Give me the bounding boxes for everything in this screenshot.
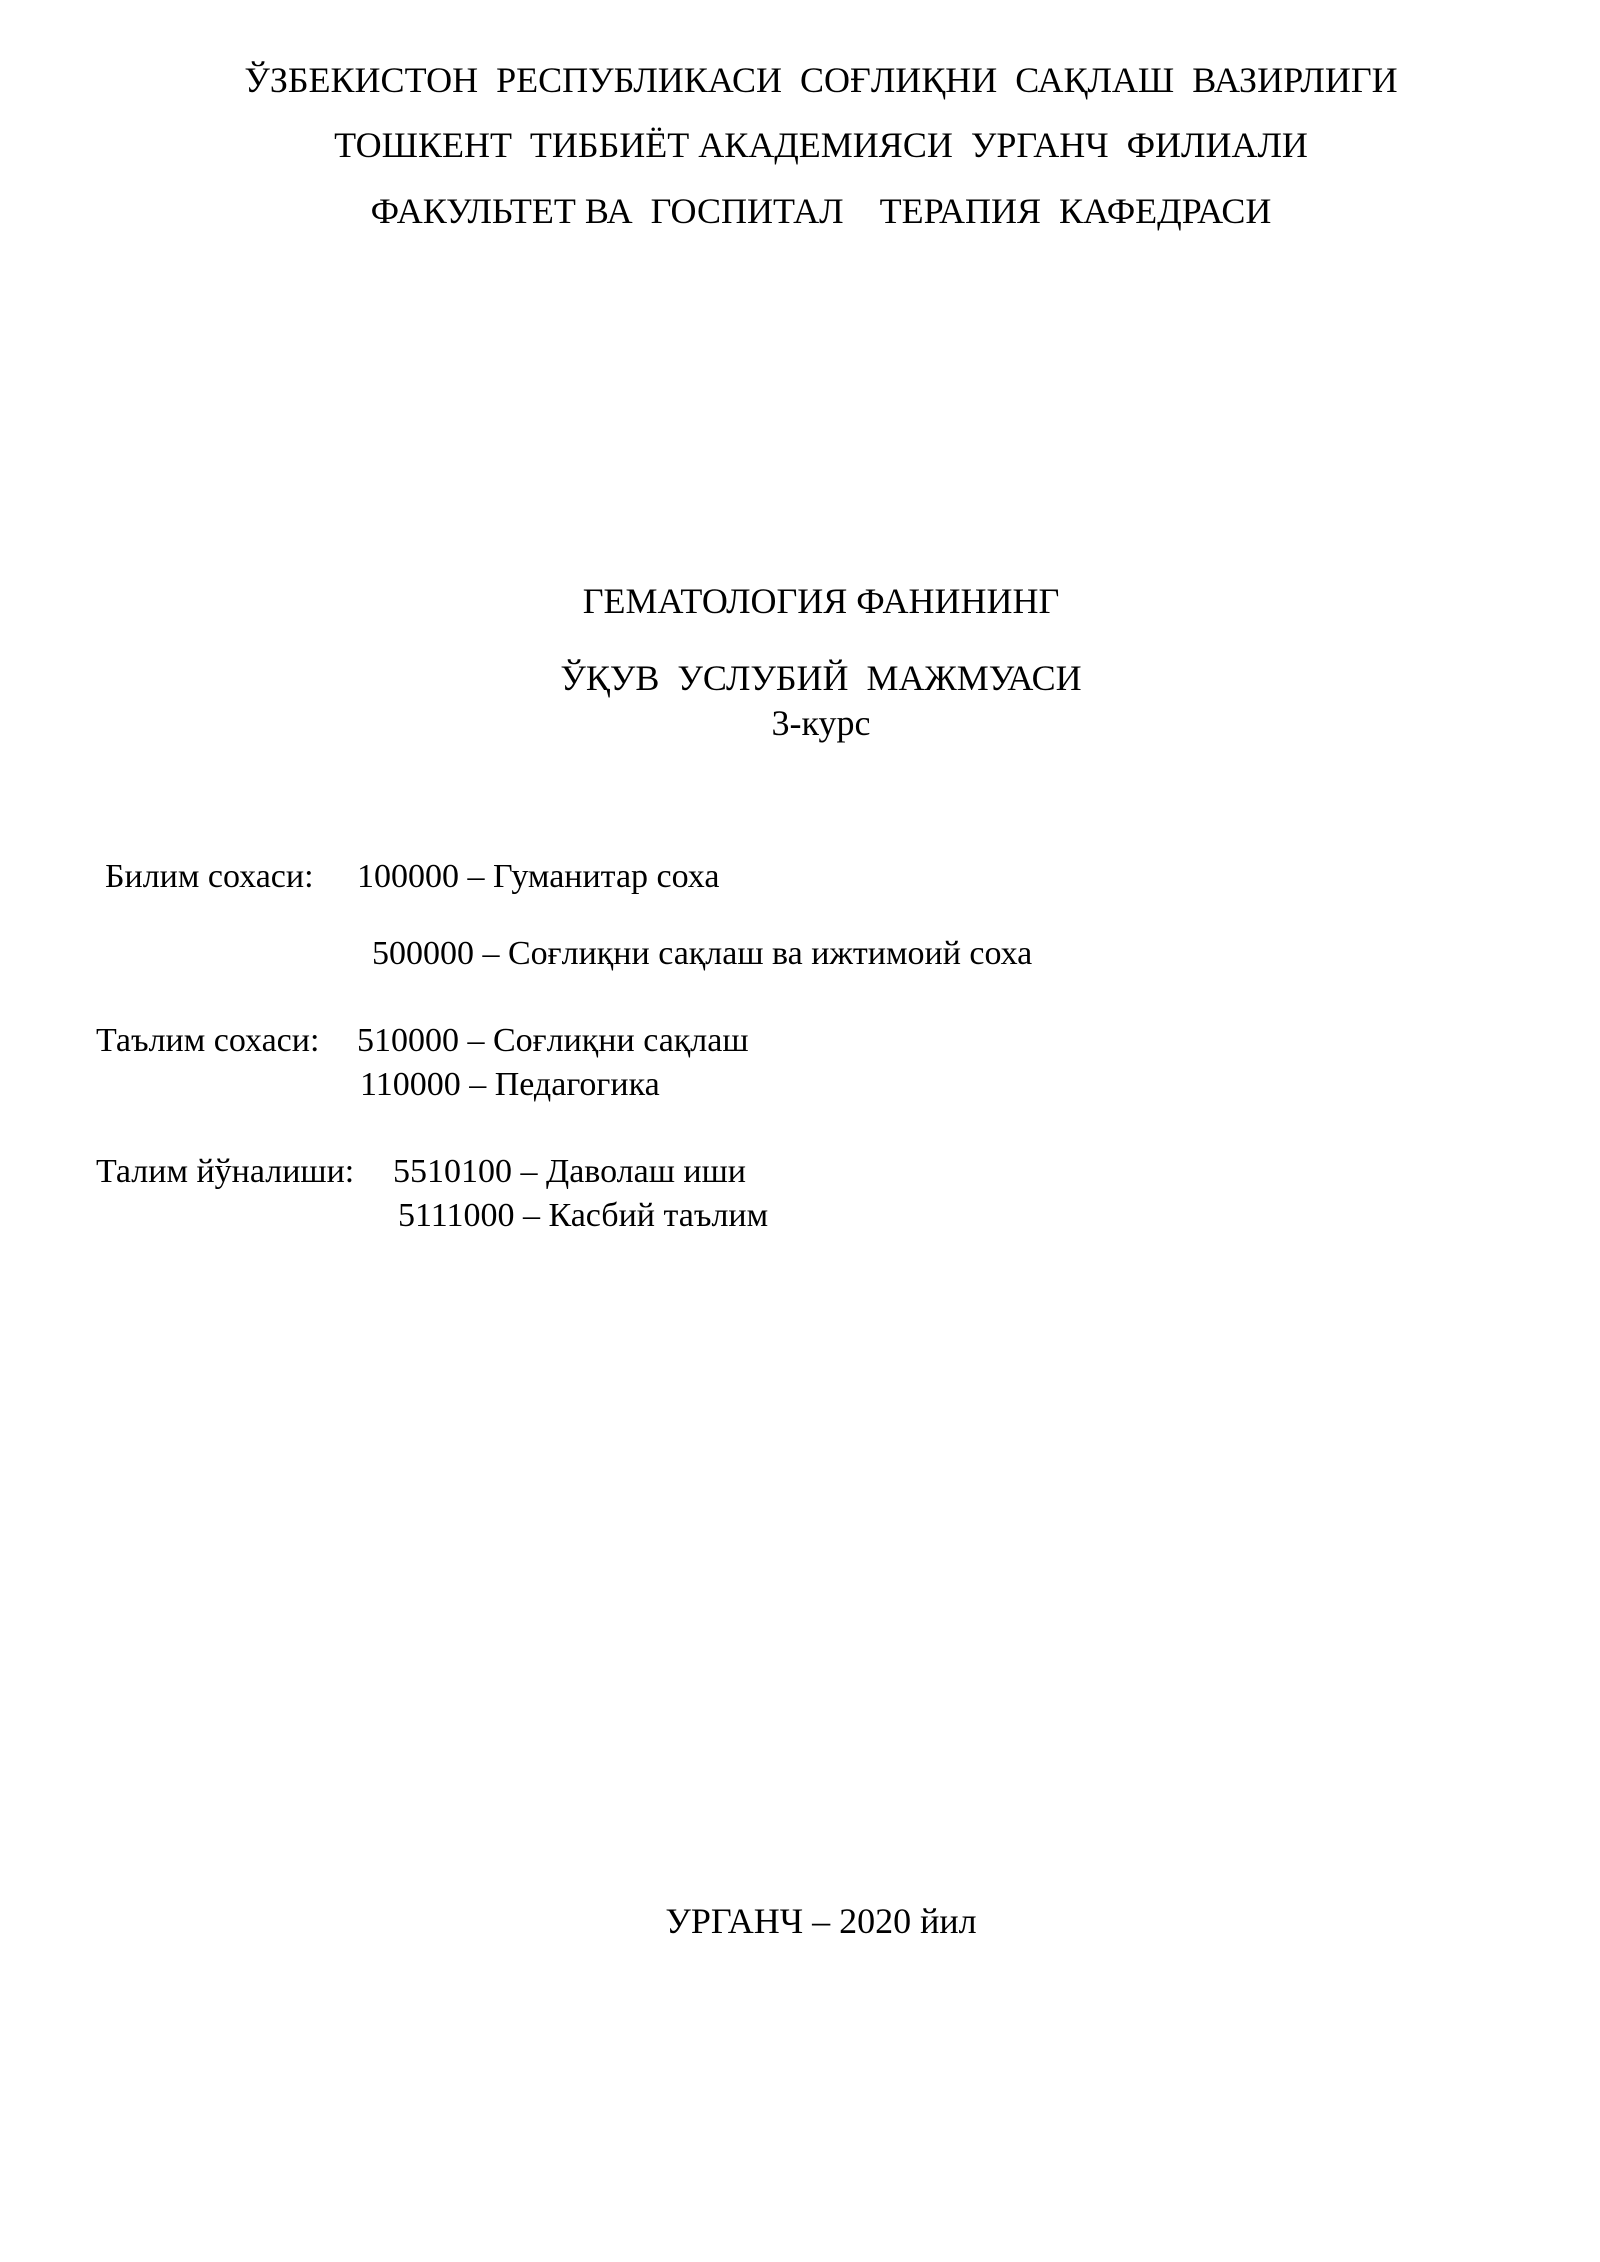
department-heading: ФАКУЛЬТЕТ ВА ГОСПИТАЛ ТЕРАПИЯ КАФЕДРАСИ xyxy=(370,191,1272,231)
knowledge-area-label: Билим сохаси: xyxy=(105,858,314,895)
course-label: 3-курс xyxy=(771,703,871,743)
direction-1: 5510100 – Даволаш иши xyxy=(393,1153,746,1190)
education-area-2: 110000 – Педагогика xyxy=(360,1066,660,1103)
education-area-1: 510000 – Соғлиқни сақлаш xyxy=(357,1022,749,1059)
subject-title: ГЕМАТОЛОГИЯ ФАНИНИНГ xyxy=(582,581,1060,621)
education-area-label: Таълим сохаси: xyxy=(96,1022,320,1059)
place-year: УРГАНЧ – 2020 йил xyxy=(665,1901,977,1941)
academy-heading: ТОШКЕНТ ТИББИЁТ АКАДЕМИЯСИ УРГАНЧ ФИЛИАЛИ xyxy=(334,125,1308,165)
complex-title: ЎҚУВ УСЛУБИЙ МАЖМУАСИ xyxy=(560,658,1082,698)
ministry-heading: ЎЗБЕКИСТОН РЕСПУБЛИКАСИ СОҒЛИҚНИ САҚЛАШ ВАЗИРЛИГИ xyxy=(244,60,1398,100)
knowledge-area-2: 500000 – Соғлиқни сақлаш ва ижтимоий соха xyxy=(372,935,1033,972)
knowledge-area-1: 100000 – Гуманитар соха xyxy=(357,858,720,895)
direction-label: Талим йўналиши: xyxy=(96,1153,355,1190)
direction-2: 5111000 – Касбий таълим xyxy=(398,1197,769,1234)
